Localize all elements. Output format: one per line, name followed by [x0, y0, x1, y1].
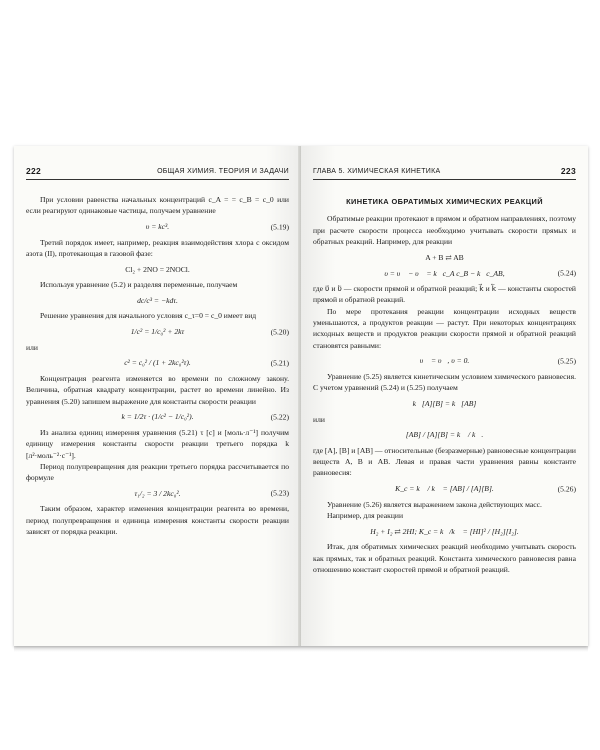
formula-5-21 [26, 357, 289, 369]
formula-expression: υ⃗ = υ⃖, υ = 0. [419, 356, 470, 366]
paragraph: По мере протекания реакции концентрации исходных веществ уменьшаются, а продуктов реакции — растут. При некоторых концентрациях исходных веществ и продуктов реакции скорости прямой и обратной реакций становятся равными: [313, 306, 576, 350]
equation-number: (5.25) [557, 356, 576, 366]
left-page-header [26, 160, 289, 180]
paragraph: Итак, для обратимых химических реакций необходимо учитывать скорость как прямых, так и обратных реакций. Константа химического равновесия равна отношению констант скоростей прямой и обратной реакций. [313, 542, 576, 574]
formula-equilibrium-2 [313, 429, 576, 441]
paragraph: Уравнение (5.25) является кинетическим условием химического равновесия. С учетом уравнений (5.24) и (5.25) получаем [313, 371, 576, 393]
formula-expression: τ₁/₂ = 3 / 2kc₀². [134, 488, 181, 498]
formula-differential [26, 294, 289, 306]
running-title-left: ОБЩАЯ ХИМИЯ. ТЕОРИЯ И ЗАДАЧИ [157, 167, 289, 175]
equation-number: (5.24) [557, 268, 576, 278]
paragraph: Обратимые реакции протекают в прямом и обратном направлениях, поэтому при расчете скорости процесса необходимо учитывать скорости прямых и обратных реакций. Например, для реакции [313, 214, 576, 246]
formula-expression: [AB] / [A][B] = k⃗ / k⃖. [405, 430, 484, 440]
formula-expression: υ = υ⃗ − υ⃖ = k⃗c_A c_B − k⃖c_AB, [384, 268, 505, 278]
equation-number: (5.20) [270, 327, 289, 337]
paragraph: или [26, 342, 38, 352]
formula-5-22 [26, 411, 289, 423]
section-title: КИНЕТИКА ОБРАТИМЫХ ХИМИЧЕСКИХ РЕАКЦИЙ [346, 197, 543, 206]
formula-5-23 [26, 487, 289, 499]
paragraph: Концентрация реагента изменяется во времени по сложному закону. Величина, обратная квадрату концентрации, растет во времени линейно. Из уравнения (5.20) запишем выражение для константы скорости реакции [26, 374, 289, 406]
paragraph: Решение уравнения для начального условия c_τ=0 = c_0 имеет вид [40, 311, 257, 321]
formula-expression: 1/c² = 1/c₀² + 2kτ [130, 327, 185, 337]
formula-expression: υ = kc³. [145, 221, 170, 231]
left-page [14, 146, 301, 646]
page-number-left: 222 [26, 165, 42, 176]
equation-number: (5.26) [557, 484, 576, 494]
equation-number: (5.21) [270, 358, 289, 368]
formula-equilibrium-1 [313, 398, 576, 410]
left-page-content [26, 180, 289, 537]
formula-5-25 [313, 355, 576, 367]
formula-reaction-ab [313, 251, 576, 263]
paragraph: Третий порядок имеет, например, реакция взаимодействия хлора с оксидом азота (II), протекающая в газовой фазе: [26, 237, 289, 258]
paragraph: При условии равенства начальных концентраций c_A = = c_B = c_0 или если реагируют одинаковые частицы, получаем уравнение [26, 195, 289, 216]
equation-number: (5.23) [270, 488, 289, 498]
formula-expression: k⃗[A][B] = k⃖[AB] [412, 398, 477, 408]
formula-5-24 [313, 267, 576, 279]
paragraph: Таким образом, характер изменения концентрации реагента во времени, период полупревращения и единица измерения константы скорости реакции зависят от порядка реакции. [26, 504, 289, 537]
formula-5-19 [26, 221, 289, 233]
formula-5-26 [313, 483, 576, 495]
page-number-right: 223 [560, 165, 576, 176]
running-title-right: ГЛАВА 5. ХИМИЧЕСКАЯ КИНЕТИКА [313, 167, 441, 175]
formula-expression: dc/c³ = −kdτ. [137, 295, 178, 305]
paragraph: Например, для реакции [327, 511, 404, 521]
formula-expression: A + B ⇄ AB [425, 252, 464, 262]
book-spread [14, 146, 588, 646]
formula-expression: K_c = k⃗ / k⃖ = [AB] / [A][B]. [395, 484, 494, 494]
formula-expression: Cl₂ + 2NO = 2NOCl. [125, 264, 190, 274]
formula-reaction-cl2 [26, 263, 289, 275]
paragraph: Из анализа единиц измерения уравнения (5.21) τ [с] и [моль·л⁻¹] получим единицу измерения константы скорости реакции третьего порядка k [л²·моль⁻²·с⁻¹]. [26, 427, 289, 460]
formula-5-20 [26, 326, 289, 338]
right-page [301, 146, 588, 646]
paragraph: Используя уравнение (5.2) и разделяя переменные, получаем [40, 280, 238, 290]
paragraph: Период полупревращения для реакции третьего порядка рассчитывается по формуле [26, 461, 289, 483]
formula-expression: H₂ + I₂ ⇄ 2HI; K_c = k⃗/k⃖ = [HI]² / [H₂][I₂]. [370, 526, 519, 536]
formula-expression: c² = c₀² / (1 + 2kc₀²τ). [124, 358, 191, 368]
formula-expression: k = 1/2τ · (1/c² − 1/c₀²). [121, 412, 194, 422]
paragraph: Уравнение (5.26) является выражением закона действующих масс. [327, 499, 542, 509]
equation-number: (5.22) [270, 412, 289, 422]
paragraph: где [A], [B] и [AB] — относительные (безразмерные) равновесные концентрации веществ A, B и AB. Левая и правая части уравнения равны константе равновесия: [313, 445, 576, 478]
right-page-content [313, 180, 576, 575]
formula-hi-equilibrium [313, 525, 576, 537]
paragraph: где υ⃗ и υ⃖ — скорости прямой и обратной реакций; k⃗ и k⃖ — константы скоростей прямой и обратной реакций. [313, 284, 576, 305]
right-page-header [313, 160, 576, 180]
book-shadow [14, 646, 588, 652]
equation-number: (5.19) [270, 221, 289, 231]
paragraph: или [313, 414, 325, 424]
